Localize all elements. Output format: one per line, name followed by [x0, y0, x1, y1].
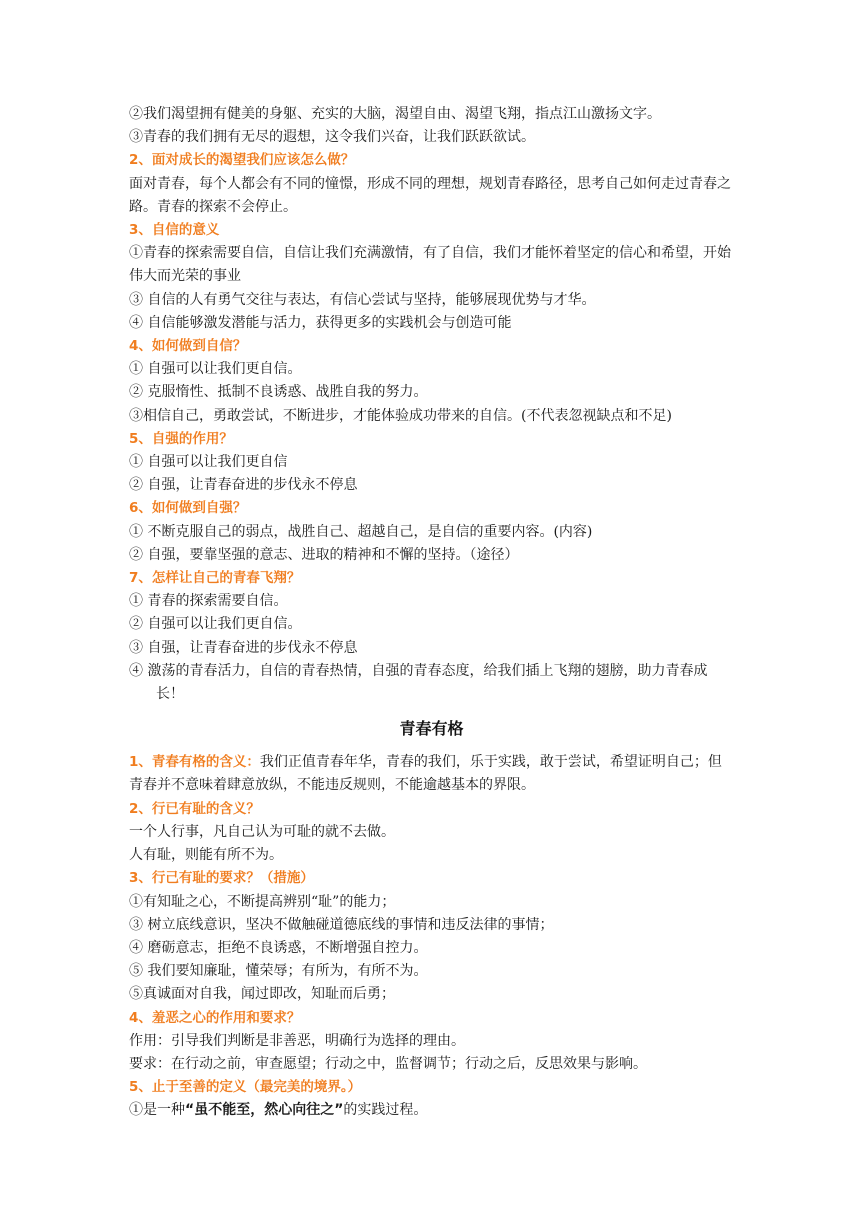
paragraph-text: 的实践过程。: [343, 1102, 428, 1119]
section-title: 青春有格: [399, 719, 464, 739]
section-heading: 6、如何做到自强？: [129, 500, 247, 517]
paragraph: [129, 1099, 734, 1122]
list-item: ① 自强可以让我们更自信: [129, 454, 288, 471]
list-item: ①有知耻之心，不断提高辨别“耻”的能力；: [129, 893, 396, 910]
section-heading: 5、止于至善的定义（最完美的境界。）: [129, 1079, 362, 1096]
list-item: ① 不断克服自己的弱点，战胜自己、超越自己，是自信的重要内容。(内容): [129, 523, 593, 540]
list-item: ④ 自信能够激发潜能与活力，获得更多的实践机会与创造可能: [129, 314, 512, 331]
list-item: ④ 磨砺意志，拒绝不良诱惑，不断增强自控力。: [129, 939, 428, 956]
section-heading: 2、面对成长的渴望我们应该怎么做？: [129, 152, 355, 169]
paragraph: 面对青春，每个人都会有不同的憧憬，形成不同的理想，规划青春路径，思考自己如何走过青春之路。青春的探索不会停止。: [129, 175, 731, 215]
paragraph: ②我们渴望拥有健美的身躯、充实的大脑，渴望自由、渴望飞翔，指点江山激扬文字。: [129, 106, 661, 122]
list-item: ③相信自己，勇敢尝试，不断进步，才能体验成功带来的自信。(不代表忽视缺点和不足): [129, 407, 672, 424]
paragraph: 要求：在行动之前，审查愿望；行动之中，监督调节；行动之后，反思效果与影响。: [129, 1055, 647, 1072]
paragraph-text: ①是一种: [129, 1102, 185, 1119]
section-heading: 5、自强的作用？: [129, 430, 233, 447]
list-item: ① 青春的探索需要自信。: [129, 593, 288, 610]
list-item: ③ 自信的人有勇气交往与表达，有信心尝试与坚持，能够展现优势与才华。: [129, 291, 596, 308]
list-item: ② 自强可以让我们更自信。: [129, 616, 302, 633]
list-item: ① 自强可以让我们更自信。: [129, 361, 302, 378]
list-item: ④ 激荡的青春活力，自信的青春热情，自强的青春态度，给我们插上飞翔的翅膀，助力青春成长！: [129, 662, 708, 703]
section-heading: 7、怎样让自己的青春飞翔？: [129, 570, 301, 587]
section-heading: 4、羞恶之心的作用和要求？: [129, 1009, 301, 1026]
paragraph: 作用：引导我们判断是非善恶，明确行为选择的理由。: [129, 1032, 465, 1049]
paragraph: 人有耻，则能有所不为。: [129, 847, 283, 864]
document-page: [129, 103, 734, 1123]
list-item: ③ 树立底线意识，坚决不做触碰道德底线的事情和违反法律的事情；: [129, 916, 554, 933]
list-item: ② 克服惰性、抵制不良诱惑、战胜自我的努力。: [129, 384, 428, 401]
paragraph: 一个人行事，凡自己认为可耻的就不去做。: [129, 823, 395, 840]
section-heading: 3、自信的意义: [129, 222, 220, 239]
section-heading: 3、行己有耻的要求？（措施）: [129, 870, 314, 887]
list-item: ⑤真诚面对自我，闻过即改，知耻而后勇；: [129, 986, 395, 1003]
section-heading: 2、行已有耻的含义？: [129, 800, 260, 817]
list-item: ⑤ 我们要知廉耻，懂荣辱；有所为，有所不为。: [129, 963, 428, 980]
paragraph: ①青春的探索需要自信，自信让我们充满激情，有了自信，我们才能怀着坚定的信心和希望，开始伟大而光荣的事业: [129, 245, 731, 285]
paragraph-text: 我们正值青春年华，青春的我们，乐于实践，敢于尝试，希望证明自己；但青春并不意味着肆意放纵，不能违反规则，不能逾越基本的界限。: [129, 754, 722, 794]
list-item: ② 自强，要靠坚强的意志、进取的精神和不懈的坚持。（途径）: [129, 546, 519, 563]
emphasis-text: “虽不能至，然心向往之”: [185, 1102, 344, 1119]
paragraph: ③青春的我们拥有无尽的遐想，这令我们兴奋，让我们跃跃欲试。: [129, 129, 535, 146]
inline-heading: 1、青春有格的含义：: [129, 754, 260, 771]
list-item: ③ 自强，让青春奋进的步伐永不停息: [129, 639, 358, 656]
paragraph: [129, 751, 734, 797]
section-heading: 4、如何做到自信？: [129, 338, 247, 355]
list-item: ② 自强，让青春奋进的步伐永不停息: [129, 477, 358, 494]
